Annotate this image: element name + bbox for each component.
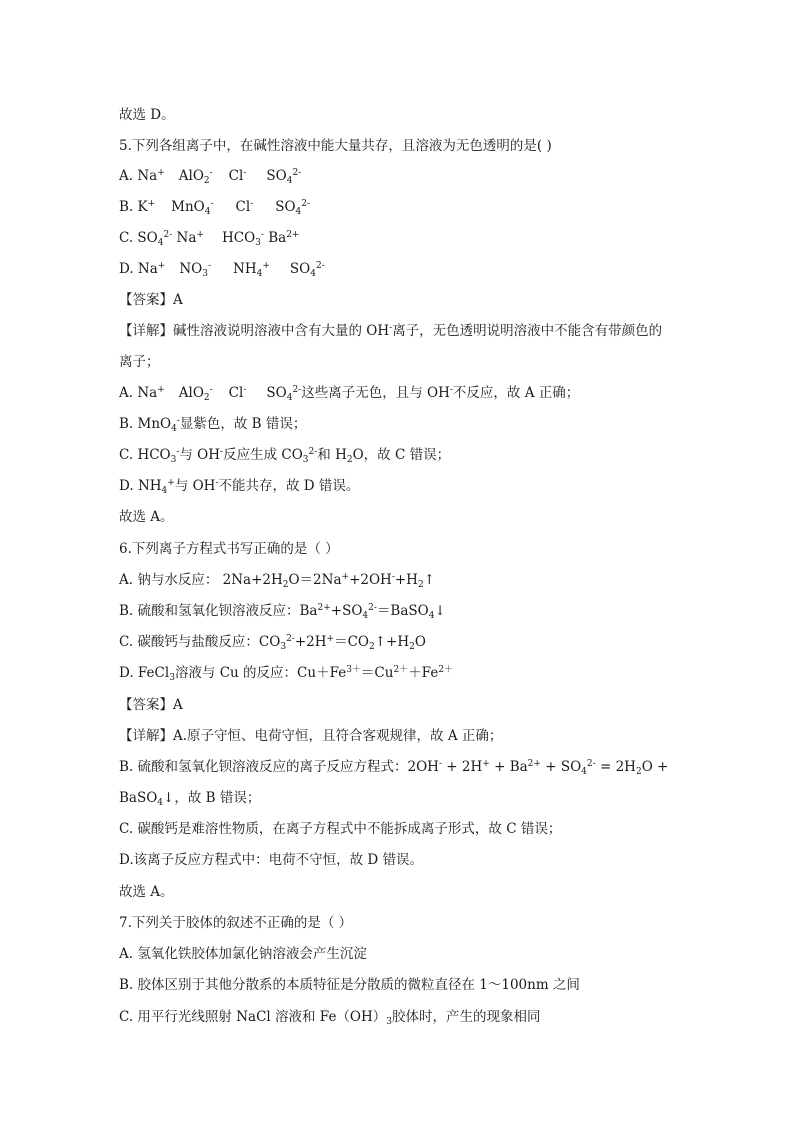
q6-option-b: B. 硫酸和氢氧化钡溶液反应：$Ba^{2+}+SO_4^{2-}=BaSO_4↓$ [119,603,446,621]
q5-option-d: D. Na+ $NO_3^-$ $NH_4^+$ $SO_4^{2-}$ [119,261,325,279]
q6-conclusion: 故选 A。 [119,884,174,900]
q5-explain-b: B. MnO$_4$-显紫色，故 B 错误； [119,416,307,434]
q5-stem: 5.下列各组离子中，在碱性溶液中能大量共存，且溶液为无色透明的是( ) [119,138,552,154]
q7-stem: 7.下列关于胶体的叙述不正确的是（ ） [119,915,353,931]
q6-explain-b: B. 硫酸和氢氧化钡溶液反应的离子反应方程式：$2OH^- + 2H^+ + Ba^{2+} + SO_4^{2-} = 2H_2O$ + [119,759,669,777]
q6-explain-c: C. 碳酸钙是难溶性物质，在离子方程式中不能拆成离子形式，故 C 错误； [119,821,562,837]
q5-option-b: B. K+ MnO$_4$- Cl- $SO_4^{2-}$ [119,199,311,217]
q5-answer: 【答案】A [119,292,183,308]
q5-explain-d: D. $NH_4^+$与 OH-不能共存，故 D 错误。 [119,478,360,496]
q5-explain-c: C. $HCO_3^-$与 OH-反应生成 $CO_3^{2-}$和 $H_2O$，故 C 错误； [119,447,451,465]
q7-option-c: C. 用平行光线照射 NaCl 溶液和 $Fe(OH)_3$胶体时，产生的现象相同 [119,1009,541,1027]
q7-option-a: A. 氢氧化铁胶体加氯化钠溶液会产生沉淀 [119,946,367,962]
q6-option-d: D. FeCl$_3$溶液与 Cu 的反应：$Cu+Fe^{3+}=Cu^{2+}+Fe^{2+}$ [119,665,454,683]
q6-option-a: A. 钠与水反应： $2Na+2H_2O=2Na^++2OH^-+H_2↑$ [119,572,435,590]
q7-option-b: B. 胶体区别于其他分散系的本质特征是分散质的微粒直径在 1～100nm 之间 [119,977,580,993]
q6-stem: 6.下列离子方程式书写正确的是（ ） [119,541,339,557]
q4-conclusion: 故选 D。 [119,107,175,123]
q5-detail-line2: 离子； [119,354,160,370]
q6-option-c: C. 碳酸钙与盐酸反应：$CO_3^{2-}+2H^+=CO_2↑+H_2O$ [119,634,426,652]
q5-detail-line1: 【详解】碱性溶液说明溶液中含有大量的 OH-离子，无色透明说明溶液中不能含有带颜色的 [119,323,663,339]
q5-option-a: A. Na+ AlO$_2$- Cl- $SO_4^{2-}$ [119,168,302,186]
q6-explain-d: D.该离子反应方程式中：电荷不守恒，故 D 错误。 [119,852,424,868]
q5-conclusion: 故选 A。 [119,509,174,525]
q6-explain-a: 【详解】A.原子守恒、电荷守恒，且符合客观规律，故 A 正确； [119,728,503,744]
q6-explain-b-cont: BaSO$_4$↓，故 B 错误； [119,790,261,808]
q6-answer: 【答案】A [119,697,183,713]
q5-explain-a: A. Na+ AlO$_2$- Cl- $SO_4^{2-}$这些离子无色，且与 OH-不反应，故 A 正确； [119,385,580,403]
q5-option-c: C. $SO_4^{2-}$ Na+ $HCO_3^-$ $Ba^{2+}$ [119,230,300,248]
